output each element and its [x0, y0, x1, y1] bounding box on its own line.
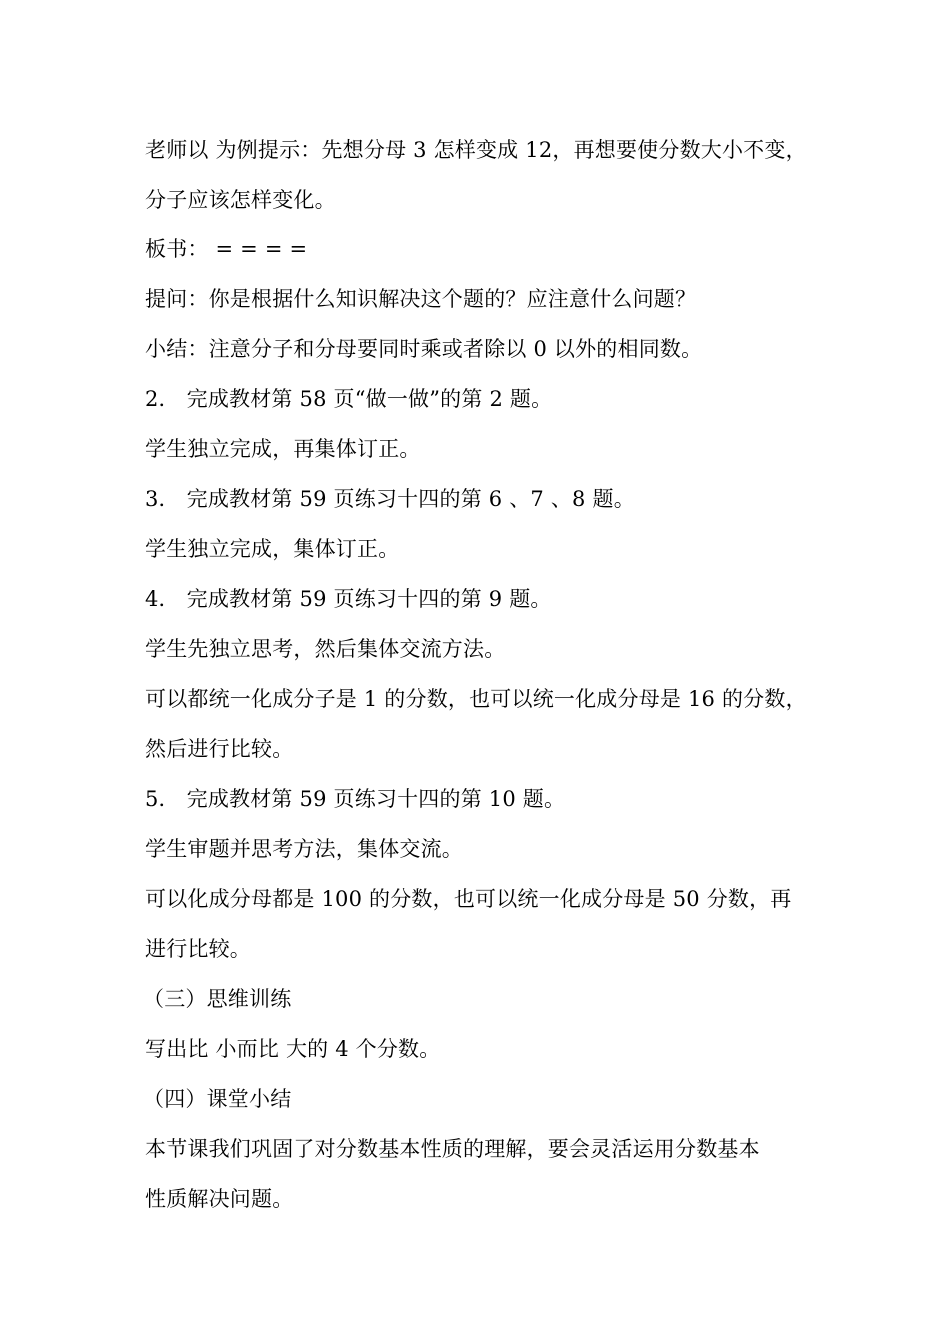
paragraph-line: 3． 完成教材第 59 页练习十四的第 6 、7 、8 题。 [145, 487, 635, 511]
paragraph-line: 学生先独立思考，然后集体交流方法。 [145, 637, 506, 661]
paragraph-line: 分子应该怎样变化。 [145, 188, 336, 212]
paragraph-line: 学生审题并思考方法，集体交流。 [145, 837, 463, 861]
paragraph-line: 写出比 小而比 大的 4 个分数。 [145, 1037, 441, 1061]
paragraph-line: 板书： = = = = [145, 237, 308, 261]
paragraph-line: 学生独立完成，集体订正。 [145, 537, 400, 561]
paragraph-line: 性质解决问题。 [145, 1187, 294, 1211]
paragraph-line: 老师以 为例提示：先想分母 3 怎样变成 12，再想要使分数大小不变， [145, 138, 807, 162]
paragraph-line: 4． 完成教材第 59 页练习十四的第 9 题。 [145, 587, 552, 611]
paragraph-line: 小结：注意分子和分母要同时乘或者除以 0 以外的相同数。 [145, 337, 703, 361]
paragraph-line: 可以化成分母都是 100 的分数，也可以统一化成分母是 50 分数，再 [145, 887, 792, 911]
paragraph-line: 学生独立完成，再集体订正。 [145, 437, 421, 461]
section-heading: （四）课堂小结 [143, 1087, 292, 1111]
paragraph-line: 本节课我们巩固了对分数基本性质的理解，要会灵活运用分数基本 [145, 1137, 760, 1161]
paragraph-line: 然后进行比较。 [145, 737, 294, 761]
paragraph-line: 进行比较。 [145, 937, 251, 961]
paragraph-line: 2． 完成教材第 58 页“做一做”的第 2 题。 [145, 387, 553, 411]
paragraph-line: 可以都统一化成分子是 1 的分数，也可以统一化成分母是 16 的分数， [145, 687, 807, 711]
section-heading: （三）思维训练 [143, 987, 292, 1011]
paragraph-line: 提问：你是根据什么知识解决这个题的？应注意什么问题？ [145, 287, 697, 311]
paragraph-line: 5． 完成教材第 59 页练习十四的第 10 题。 [145, 787, 566, 811]
